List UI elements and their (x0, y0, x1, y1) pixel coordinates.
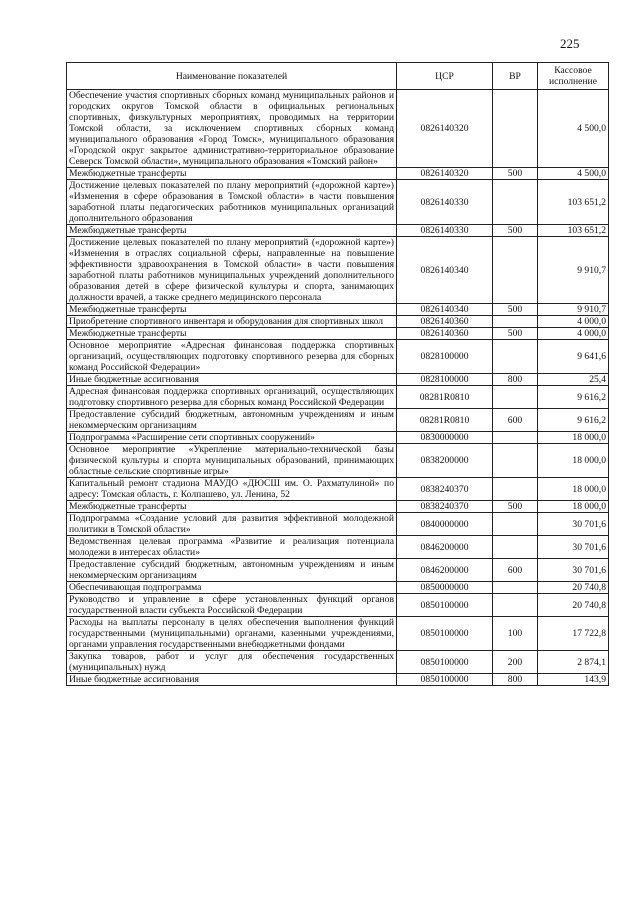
row-vr (493, 536, 538, 559)
table-row (67, 444, 609, 478)
row-vr (493, 180, 538, 225)
row-name: Достижение целевых показателей по плану мероприятий («дорожной карте») «Изменения в отраслях социальной сферы, направленные на повышение эффективности здравоохранения в Томской области» в части повышения заработной платы работников муниципальных учреждений дополнительного образования детей в сфере физической культуры и спорта, занимающих должности врачей, а также среднего медицинского персонала (67, 237, 397, 304)
row-vr (493, 513, 538, 536)
row-csr: 08281R0810 (397, 386, 493, 409)
row-amount: 20 740,8 (538, 582, 609, 594)
row-amount: 20 740,8 (538, 594, 609, 617)
table-row (67, 386, 609, 409)
row-name: Подпрограмма «Расширение сети спортивных сооружений» (67, 432, 397, 444)
row-name: Межбюджетные трансферты (67, 501, 397, 513)
row-name: Иные бюджетные ассигнования (67, 674, 397, 686)
table-row (67, 674, 609, 686)
row-csr: 08281R0810 (397, 409, 493, 432)
row-name: Капитальный ремонт стадиона МАУДО «ДЮСШ им. О. Рахматулиной» по адресу: Томская область, г. Колпашево, ул. Ленина, 52 (67, 478, 397, 501)
row-vr: 500 (493, 168, 538, 180)
header-vr: ВР (493, 63, 538, 90)
row-amount: 17 722,8 (538, 617, 609, 651)
row-amount: 103 651,2 (538, 225, 609, 237)
table-row (67, 340, 609, 374)
row-csr: 0846200000 (397, 536, 493, 559)
row-name: Межбюджетные трансферты (67, 168, 397, 180)
row-csr: 0850100000 (397, 651, 493, 674)
row-csr: 0850100000 (397, 594, 493, 617)
row-name: Основное мероприятие «Адресная финансовая поддержка спортивных организаций, осуществляющих подготовку спортивного резерва для сборных команд Российской Федерации» (67, 340, 397, 374)
row-vr: 500 (493, 225, 538, 237)
row-name: Руководство и управление в сфере установленных функций органов государственной власти субъекта Российской Федерации (67, 594, 397, 617)
row-amount: 18 000,0 (538, 444, 609, 478)
row-name: Обеспечение участия спортивных сборных команд муниципальных районов и городских округов Томской области в официальных региональных спортивных, физкультурных мероприятиях, проводимых на территории Томской области, за исключением спортивных сборных команд муниципального образования «Город Томск», муниципального образования «Городской округ закрытое административно-территориальное образование Северск Томской области», муниципального образования «Томский район» (67, 90, 397, 168)
row-vr: 500 (493, 501, 538, 513)
row-amount: 18 000,0 (538, 501, 609, 513)
row-amount: 9 910,7 (538, 304, 609, 316)
table-row (67, 374, 609, 386)
row-vr (493, 478, 538, 501)
page-number: 225 (560, 36, 580, 51)
row-vr: 800 (493, 374, 538, 386)
row-csr: 0846200000 (397, 559, 493, 582)
table-row (67, 559, 609, 582)
row-name: Обеспечивающая подпрограмма (67, 582, 397, 594)
table-row (67, 316, 609, 328)
budget-table (66, 62, 609, 686)
row-amount: 9 910,7 (538, 237, 609, 304)
table-row (67, 168, 609, 180)
row-vr: 200 (493, 651, 538, 674)
table-row (67, 225, 609, 237)
row-amount: 4 500,0 (538, 90, 609, 168)
row-name: Межбюджетные трансферты (67, 225, 397, 237)
row-csr: 0826140330 (397, 225, 493, 237)
row-csr: 0826140340 (397, 304, 493, 316)
row-vr (493, 432, 538, 444)
table-row (67, 328, 609, 340)
row-amount: 143,9 (538, 674, 609, 686)
table-header-row (67, 63, 609, 90)
row-name: Достижение целевых показателей по плану мероприятий («дорожной карте») «Изменения в сфере образования в Томской области» в части повышения заработной платы педагогических работников муниципальных организаций дополнительного образования (67, 180, 397, 225)
row-csr: 0850000000 (397, 582, 493, 594)
row-vr (493, 340, 538, 374)
row-amount: 30 701,6 (538, 559, 609, 582)
row-amount: 18 000,0 (538, 478, 609, 501)
row-name: Предоставление субсидий бюджетным, автономным учреждениям и иным некоммерческим организациям (67, 559, 397, 582)
row-csr: 0826140340 (397, 237, 493, 304)
table-row (67, 594, 609, 617)
row-vr: 500 (493, 304, 538, 316)
row-csr: 0840000000 (397, 513, 493, 536)
row-amount: 30 701,6 (538, 513, 609, 536)
row-csr: 0838240370 (397, 501, 493, 513)
row-vr (493, 582, 538, 594)
row-amount: 9 641,6 (538, 340, 609, 374)
row-name: Иные бюджетные ассигнования (67, 374, 397, 386)
row-csr: 0826140360 (397, 316, 493, 328)
row-csr: 0828100000 (397, 374, 493, 386)
row-vr: 600 (493, 409, 538, 432)
row-vr: 800 (493, 674, 538, 686)
table-row (67, 304, 609, 316)
row-csr: 0826140320 (397, 90, 493, 168)
row-vr (493, 444, 538, 478)
row-amount: 4 000,0 (538, 328, 609, 340)
table-row (67, 90, 609, 168)
row-name: Ведомственная целевая программа «Развитие и реализация потенциала молодежи в интересах области» (67, 536, 397, 559)
table-row (67, 651, 609, 674)
row-name: Основное мероприятие «Укрепление материально-технической базы физической культуры и спорта муниципальных образований, принимающих областные сельские спортивные игры» (67, 444, 397, 478)
row-name: Межбюджетные трансферты (67, 328, 397, 340)
row-csr: 0838240370 (397, 478, 493, 501)
row-name: Расходы на выплаты персоналу в целях обеспечения выполнения функций государственными (муниципальными) органами, казенными учреждениями, органами управления государственными внебюджетными фондами (67, 617, 397, 651)
row-amount: 18 000,0 (538, 432, 609, 444)
table-row (67, 582, 609, 594)
header-csr: ЦСР (397, 63, 493, 90)
row-name: Приобретение спортивного инвентаря и оборудования для спортивных школ (67, 316, 397, 328)
row-csr: 0850100000 (397, 617, 493, 651)
row-name: Предоставление субсидий бюджетным, автономным учреждениям и иным некоммерческим организациям (67, 409, 397, 432)
row-amount: 4 000,0 (538, 316, 609, 328)
header-name: Наименование показателей (67, 63, 397, 90)
row-vr: 500 (493, 328, 538, 340)
table-row (67, 432, 609, 444)
row-amount: 2 874,1 (538, 651, 609, 674)
row-csr: 0850100000 (397, 674, 493, 686)
row-amount: 9 616,2 (538, 386, 609, 409)
row-amount: 103 651,2 (538, 180, 609, 225)
row-amount: 4 500,0 (538, 168, 609, 180)
row-name: Подпрограмма «Создание условий для развития эффективной молодежной политики в Томской области» (67, 513, 397, 536)
row-vr (493, 316, 538, 328)
row-csr: 0830000000 (397, 432, 493, 444)
row-vr: 100 (493, 617, 538, 651)
table-row (67, 478, 609, 501)
table-row (67, 513, 609, 536)
row-name: Межбюджетные трансферты (67, 304, 397, 316)
row-csr: 0826140360 (397, 328, 493, 340)
row-name: Адресная финансовая поддержка спортивных организаций, осуществляющих подготовку спортивного резерва для сборных команд Российской Федерации (67, 386, 397, 409)
row-csr: 0826140320 (397, 168, 493, 180)
table-row (67, 180, 609, 225)
row-vr (493, 90, 538, 168)
row-csr: 0826140330 (397, 180, 493, 225)
header-amount: Кассовое исполнение (538, 63, 609, 90)
row-vr (493, 594, 538, 617)
table-row (67, 409, 609, 432)
row-csr: 0838200000 (397, 444, 493, 478)
row-csr: 0828100000 (397, 340, 493, 374)
row-amount: 9 616,2 (538, 409, 609, 432)
table-row (67, 617, 609, 651)
row-vr: 600 (493, 559, 538, 582)
row-name: Закупка товаров, работ и услуг для обеспечения государственных (муниципальных) нужд (67, 651, 397, 674)
table-row (67, 536, 609, 559)
row-vr (493, 237, 538, 304)
table-row (67, 501, 609, 513)
table-row (67, 237, 609, 304)
row-amount: 25,4 (538, 374, 609, 386)
row-vr (493, 386, 538, 409)
row-amount: 30 701,6 (538, 536, 609, 559)
table-body (67, 90, 609, 686)
